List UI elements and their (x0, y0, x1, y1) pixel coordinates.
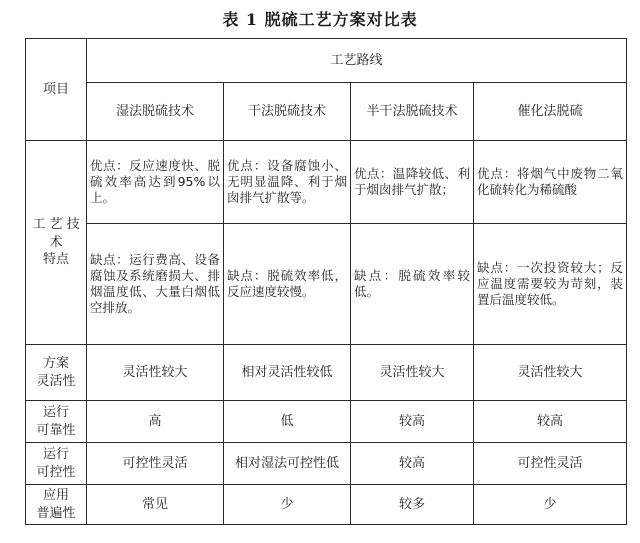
row-label-reliability: 运行 可靠性 (26, 401, 87, 443)
advantage-dry: 优点：设备腐蚀小、无明显温降、利于烟囱排气扩散等。 (224, 141, 351, 224)
header-route-semidry: 半干法脱硫技术 (351, 83, 474, 141)
advantage-catalytic: 优点：将烟气中废物二氧化硫转化为稀硫酸 (474, 141, 627, 224)
disadvantage-semidry: 缺点：脱硫效率较低。 (351, 224, 474, 345)
cell-reliability-semidry: 较高 (351, 401, 474, 443)
cell-controllability-catalytic: 可控性灵活 (474, 443, 627, 485)
row-label-prevalence: 应用 普遍性 (26, 485, 87, 525)
header-item-cell: 项目 (26, 39, 87, 141)
table-title: 表 1 脱硫工艺方案对比表 (222, 10, 418, 29)
cell-flexibility-dry: 相对灵活性较低 (224, 345, 351, 401)
cell-controllability-semidry: 较高 (351, 443, 474, 485)
disadvantage-catalytic: 缺点：一次投资较大；反应温度需要较为苛刻，装置后温度较低。 (474, 224, 627, 345)
row-label-controllability: 运行 可控性 (26, 443, 87, 485)
disadvantage-dry: 缺点：脱硫效率低，反应速度较慢。 (224, 224, 351, 345)
table-row (26, 401, 627, 443)
advantage-wet: 优点：反应速度快、脱硫效率高达到95%以上。 (87, 141, 224, 224)
cell-prevalence-catalytic: 少 (474, 485, 627, 525)
cell-prevalence-semidry: 较多 (351, 485, 474, 525)
header-row-group (26, 39, 627, 83)
cell-prevalence-wet: 常见 (87, 485, 224, 525)
cell-controllability-dry: 相对湿法可控性低 (224, 443, 351, 485)
header-row-routes (26, 83, 627, 141)
header-route-dry: 干法脱硫技术 (224, 83, 351, 141)
header-route-wet: 湿法脱硫技术 (87, 83, 224, 141)
cell-flexibility-wet: 灵活性较大 (87, 345, 224, 401)
header-route-group: 工艺路线 (87, 39, 627, 83)
cell-flexibility-semidry: 灵活性较大 (351, 345, 474, 401)
table-row (26, 485, 627, 525)
features-label: 工 艺 技 术 特点 (26, 141, 87, 345)
cell-reliability-dry: 低 (224, 401, 351, 443)
disadvantages-row (26, 224, 627, 345)
cell-reliability-catalytic: 较高 (474, 401, 627, 443)
disadvantage-wet: 缺点：运行费高、设备腐蚀及系统磨损大、排烟温度低、大量白烟低空排放。 (87, 224, 224, 345)
cell-controllability-wet: 可控性灵活 (87, 443, 224, 485)
advantage-semidry: 优点：温降较低、利于烟囱排气扩散； (351, 141, 474, 224)
row-label-flexibility: 方案 灵活性 (26, 345, 87, 401)
table-row (26, 345, 627, 401)
header-route-catalytic: 催化法脱硫 (474, 83, 627, 141)
comparison-table (25, 38, 627, 525)
advantages-row (26, 141, 627, 224)
cell-reliability-wet: 高 (87, 401, 224, 443)
cell-flexibility-catalytic: 灵活性较大 (474, 345, 627, 401)
cell-prevalence-dry: 少 (224, 485, 351, 525)
table-row (26, 443, 627, 485)
